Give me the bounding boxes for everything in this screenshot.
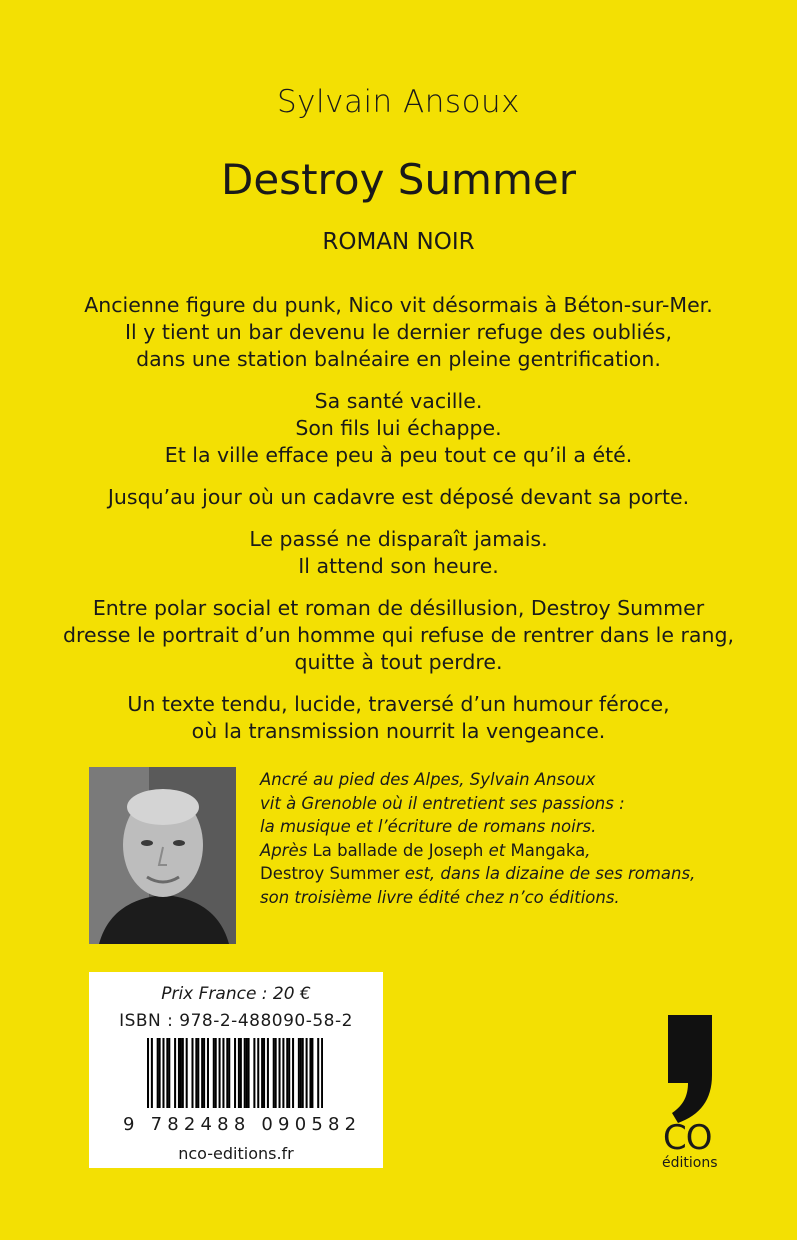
book-genre: ROMAN NOIR <box>322 229 475 255</box>
author-portrait-icon <box>89 767 236 944</box>
blurb-paragraph-3 <box>40 484 757 511</box>
blurb-paragraph-6 <box>40 691 757 745</box>
blurb-line: Et la ville efface peu à peu tout ce qu’il a été. <box>164 443 633 467</box>
bio-line: son troisième livre édité chez n’co éditions. <box>260 887 620 907</box>
bio-line <box>260 862 720 886</box>
book-title-ref: Destroy Summer <box>260 864 400 883</box>
bio-line: la musique et l’écriture de romans noirs. <box>260 817 597 836</box>
blurb-line: Sa santé vacille. <box>314 389 483 413</box>
bio-text: Après <box>260 840 313 860</box>
book-title: Destroy Summer <box>221 155 576 204</box>
blurb-paragraph-1 <box>40 292 757 373</box>
bio-text: est, dans la dizaine de ses romans, <box>399 864 696 883</box>
bio-line <box>260 839 720 863</box>
blurb-line: Il attend son heure. <box>298 554 499 578</box>
blurb-line: dresse le portrait d’un homme qui refuse de rentrer dans le rang, <box>62 623 735 647</box>
blurb-paragraph-5 <box>40 595 757 676</box>
publisher-logo-text: CO <box>663 1118 712 1158</box>
blurb-line: dans une station balnéaire en pleine gentrification. <box>136 347 661 371</box>
blurb-line: Ancienne figure du punk, Nico vit désormais à Béton-sur-Mer. <box>84 293 713 317</box>
author-name: Sylvain Ansoux <box>276 84 521 120</box>
author-bio <box>260 768 720 909</box>
bio-line: Ancré au pied des Alpes, Sylvain Ansoux <box>260 770 596 789</box>
bio-text: , <box>585 840 591 860</box>
blurb-paragraph-2 <box>40 388 757 469</box>
author-photo <box>89 767 236 944</box>
barcode-box <box>89 972 383 1168</box>
website-label: nco-editions.fr <box>178 1144 294 1163</box>
blurb-line: Un texte tendu, lucide, traversé d’un humour féroce, <box>127 692 670 716</box>
blurb-line: Le passé ne disparaît jamais. <box>249 527 548 551</box>
blurb-line: Il y tient un bar devenu le dernier refuge des oubliés, <box>125 320 672 344</box>
blurb-paragraph-4 <box>40 526 757 580</box>
blurb-line: Jusqu’au jour où un cadavre est déposé devant sa porte. <box>107 485 690 509</box>
publisher-editions-text: éditions <box>662 1155 718 1171</box>
blurb-line: où la transmission nourrit la vengeance. <box>191 719 606 743</box>
book-title-ref: La ballade de Joseph <box>312 840 484 860</box>
barcode-digits: 9 782488 090582 <box>123 1114 362 1135</box>
price-label: Prix France : 20 € <box>161 984 311 1004</box>
blurb-line: Son fils lui échappe. <box>295 416 502 440</box>
bio-text: et <box>483 840 511 860</box>
bio-line: vit à Grenoble où il entretient ses passions : <box>260 793 625 813</box>
book-title-ref: Mangaka <box>510 840 586 860</box>
blurb-line: Entre polar social et roman de désillusion, Destroy Summer <box>92 596 705 620</box>
barcode-icon <box>147 1038 323 1108</box>
isbn-label: ISBN : 978-2-488090-58-2 <box>119 1011 353 1031</box>
blurb <box>40 292 757 760</box>
blurb-line: quitte à tout perdre. <box>294 650 503 674</box>
